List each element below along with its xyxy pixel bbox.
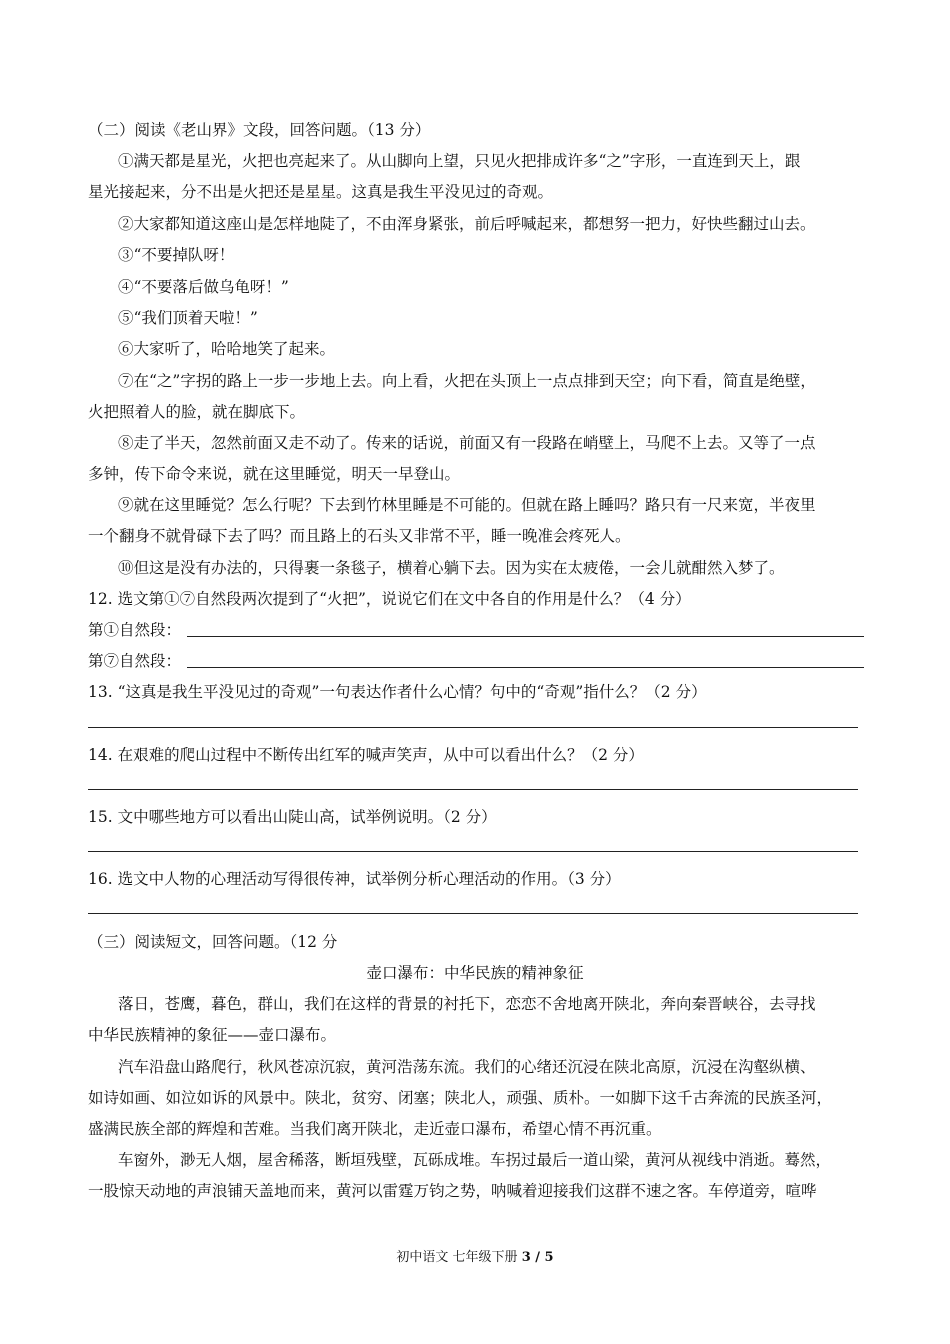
paragraph-line: 火把照着人的脸，就在脚底下。 (88, 403, 306, 421)
question-15: 15. 文中哪些地方可以看出山陡山高，试举例说明。（2 分） (88, 808, 497, 826)
paragraph-line: ⑦在“之”字拐的路上一步一步地上去。向上看，火把在头顶上一点点排到天空；向下看，简直是绝壁， (118, 372, 816, 390)
paragraph-line: ⑥大家听了，哈哈地笑了起来。 (118, 340, 336, 358)
paragraph-line: ⑤“我们顶着天啦！” (118, 309, 258, 327)
question-14: 14. 在艰难的爬山过程中不断传出红军的喊声笑声，从中可以看出什么？（2 分） (88, 746, 644, 764)
paragraph-line: ⑧走了半天，忽然前面又走不动了。传来的话说，前面又有一段路在峭壁上，马爬不上去。又等了一点 (118, 434, 816, 452)
article-line: 如诗如画、如泣如诉的风景中。陕北，贫穷、闭塞；陕北人，顽强、质朴。一如脚下这千古奔流的民族圣河， (88, 1089, 833, 1107)
paragraph-line: ②大家都知道这座山是怎样地陡了，不由浑身紧张，前后呼喊起来，都想努一把力，好快些翻过山去。 (118, 215, 816, 233)
question-12: 12. 选文第①⑦自然段两次提到了“火把”，说说它们在文中各自的作用是什么？（4 分） (88, 590, 691, 608)
article-line: 中华民族精神的象征——壶口瀑布。 (88, 1026, 337, 1044)
answer-line-12a[interactable] (187, 636, 864, 637)
article-line: 汽车沿盘山路爬行，秋风苍凉沉寂，黄河浩荡东流。我们的心绪还沉浸在陕北高原，沉浸在沟壑纵横、 (118, 1058, 816, 1076)
answer-line-16[interactable] (88, 913, 858, 914)
paragraph-line: 一个翻身不就骨碌下去了吗？而且路上的石头又非常不平，睡一晚准会疼死人。 (88, 527, 631, 545)
paragraph-line: ④“不要落后做乌龟呀！” (118, 278, 289, 296)
question-13: 13. “这真是我生平没见过的奇观”一句表达作者什么心情？句中的“奇观”指什么？（2 分） (88, 683, 707, 701)
paragraph-line: 星光接起来，分不出是火把还是星星。这真是我生平没见过的奇观。 (88, 183, 554, 201)
article-line: 落日，苍鹰，暮色，群山，我们在这样的背景的衬托下，恋恋不舍地离开陕北，奔向秦晋峡谷，去寻找 (118, 995, 816, 1013)
article-line: 一股惊天动地的声浪铺天盖地而来，黄河以雷霆万钧之势，呐喊着迎接我们这群不速之客。车停道旁，喧哗 (88, 1182, 817, 1200)
paragraph-line: ⑨就在这里睡觉？怎么行呢？下去到竹林里睡是不可能的。但就在路上睡吗？路只有一尺来宽，半夜里 (118, 496, 816, 514)
paragraph-line: ⑩但这是没有办法的，只得裹一条毯子，横着心躺下去。因为实在太疲倦，一会儿就酣然入梦了。 (118, 559, 785, 577)
page-footer (0, 1248, 950, 1268)
question-12-part-a-label: 第①自然段： (88, 621, 182, 639)
paragraph-line: ①满天都是星光，火把也亮起来了。从山脚向上望，只见火把排成许多“之”字形，一直连到天上，跟 (118, 152, 801, 170)
section3-heading: （三）阅读短文，回答问题。（12 分 (88, 933, 338, 951)
question-16: 16. 选文中人物的心理活动写得很传神，试举例分析心理活动的作用。（3 分） (88, 870, 621, 888)
section2-heading: （二）阅读《老山界》文段，回答问题。（13 分） (88, 121, 431, 139)
answer-line-13[interactable] (88, 727, 858, 728)
article-line: 盛满民族全部的辉煌和苦难。当我们离开陕北，走近壶口瀑布，希望心情不再沉重。 (88, 1120, 662, 1138)
article-line: 车窗外，渺无人烟，屋舍稀落，断垣残壁，瓦砾成堆。车拐过最后一道山梁，黄河从视线中消逝。蓦然， (118, 1151, 832, 1169)
paragraph-line: 多钟，传下命令来说，就在这里睡觉，明天一早登山。 (88, 465, 461, 483)
answer-line-15[interactable] (88, 851, 858, 852)
footer-text: 初中语文 七年级下册 (396, 1250, 522, 1265)
question-12-part-b-label: 第⑦自然段： (88, 652, 182, 670)
page-number: 3 / 5 (521, 1250, 554, 1265)
paragraph-line: ③“不要掉队呀！ (118, 246, 235, 264)
answer-line-14[interactable] (88, 789, 858, 790)
answer-line-12b[interactable] (187, 667, 864, 668)
article-title: 壶口瀑布：中华民族的精神象征 (366, 964, 584, 982)
